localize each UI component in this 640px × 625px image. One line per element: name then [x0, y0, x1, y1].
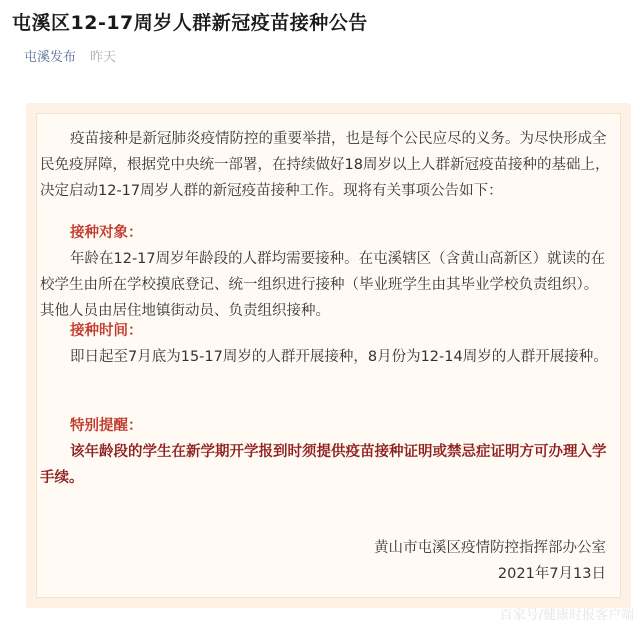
publish-time: 昨天: [90, 50, 117, 65]
reminder-heading: 特别提醒：: [70, 418, 143, 434]
target-text: 年龄在12-17周岁年龄段的人群均需要接种。在屯溪辖区（含黄山高新区）就读的在校学生由所在学校摸底登记、统一组织进行接种（毕业班学生由其毕业学校负责组织）。其他人员由居住地镇街动员、负责组织接种。: [40, 251, 606, 319]
signature-date: 2021年7月13日: [497, 566, 606, 582]
signature-org: 黄山市屯溪区疫情防控指挥部办公室: [374, 540, 606, 556]
article-meta: [24, 46, 116, 65]
watermark: 百家号/健康时报客户端: [499, 608, 634, 623]
source-link[interactable]: 屯溪发布: [24, 50, 77, 65]
time-heading: 接种时间：: [70, 323, 143, 339]
target-heading: 接种对象：: [70, 225, 143, 241]
notice-intro: 疫苗接种是新冠肺炎疫情防控的重要举措，也是每个公民应尽的义务。为尽快形成全民免疫屏障，根据党中央统一部署，在持续做好18周岁以上人群新冠疫苗接种的基础上，决定启动12-17周岁人群的新冠疫苗接种工作。现将有关事项公告如下：: [40, 131, 610, 199]
time-text: 即日起至7月底为15-17周岁的人群开展接种，8月份为12-14周岁的人群开展接种。: [70, 349, 608, 365]
reminder-text: 该年龄段的学生在新学期开学报到时须提供疫苗接种证明或禁忌症证明方可办理入学手续。: [40, 444, 607, 486]
article-title: 屯溪区12-17周岁人群新冠疫苗接种公告: [12, 12, 368, 34]
